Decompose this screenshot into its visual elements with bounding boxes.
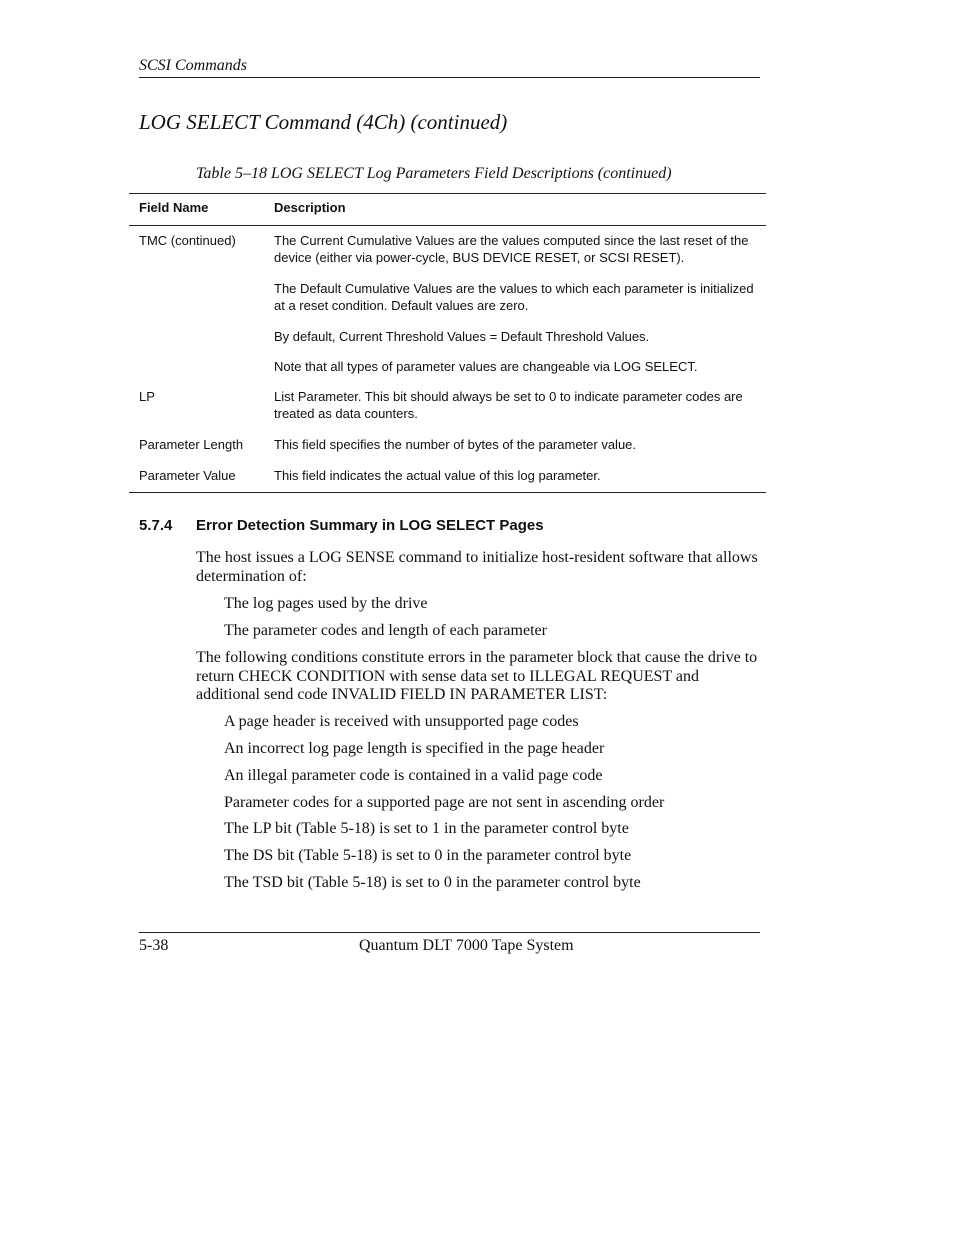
table-cell-description: Note that all types of parameter values are changeable via LOG SELECT. <box>274 359 698 374</box>
page-number: 5-38 <box>139 937 169 954</box>
table-cell-description: The Default Cumulative Values are the values to which each parameter is initialized at a reset condition. Default values are zero. <box>274 281 754 313</box>
table-cell-field: Parameter Length <box>139 437 244 452</box>
table-cell-description: This field specifies the number of bytes of the parameter value. <box>274 437 637 452</box>
field-descriptions-table <box>129 193 766 493</box>
table-cell-description: By default, Current Threshold Values = Default Threshold Values. <box>274 329 650 344</box>
subsection-number: 5.7.4 <box>139 517 173 534</box>
list-item: The parameter codes and length of each parameter <box>224 622 547 639</box>
list-item: Parameter codes for a supported page are not sent in ascending order <box>224 794 665 811</box>
table-cell-field: Parameter Value <box>139 468 236 483</box>
table-cell-description: The Current Cumulative Values are the values computed since the last reset of the device (either via power-cycle, BUS DEVICE RESET, or SCSI RESET). <box>274 233 749 265</box>
list-item: A page header is received with unsupported page codes <box>224 713 579 730</box>
table-cell-field: TMC (continued) <box>139 233 236 248</box>
table-cell-description: This field indicates the actual value of this log parameter. <box>274 468 601 483</box>
table-cell-description: List Parameter. This bit should always be set to 0 to indicate parameter codes are treated as data counters. <box>274 389 743 421</box>
running-head: SCSI Commands <box>139 56 760 78</box>
list-item: The LP bit (Table 5-18) is set to 1 in the parameter control byte <box>224 820 629 837</box>
section-title: LOG SELECT Command (4Ch) (continued) <box>139 110 508 134</box>
body-paragraph: The host issues a LOG SENSE command to initialize host-resident software that allows determination of: <box>196 549 758 585</box>
footer-rule <box>139 932 760 933</box>
header-description: Description <box>274 200 346 215</box>
list-item: The TSD bit (Table 5-18) is set to 0 in the parameter control byte <box>224 874 641 891</box>
list-item: An illegal parameter code is contained in a valid page code <box>224 767 603 784</box>
book-title: Quantum DLT 7000 Tape System <box>359 937 574 954</box>
body-paragraph: The following conditions constitute errors in the parameter block that cause the drive to return CHECK CONDITION with sense data set to ILLEGAL REQUEST and additional send code INVALID FIELD IN PARAMETER LIST: <box>196 649 758 703</box>
list-item: The log pages used by the drive <box>224 595 428 612</box>
table-cell-field: LP <box>139 389 155 404</box>
header-field-name: Field Name <box>139 200 209 215</box>
table-caption: Table 5–18 LOG SELECT Log Parameters Field Descriptions (continued) <box>196 165 672 182</box>
table-body <box>129 226 766 492</box>
list-item: An incorrect log page length is specified in the page header <box>224 740 605 757</box>
list-item: The DS bit (Table 5-18) is set to 0 in the parameter control byte <box>224 847 632 864</box>
table-header-row <box>129 194 766 226</box>
subsection-title: Error Detection Summary in LOG SELECT Pages <box>196 517 544 534</box>
